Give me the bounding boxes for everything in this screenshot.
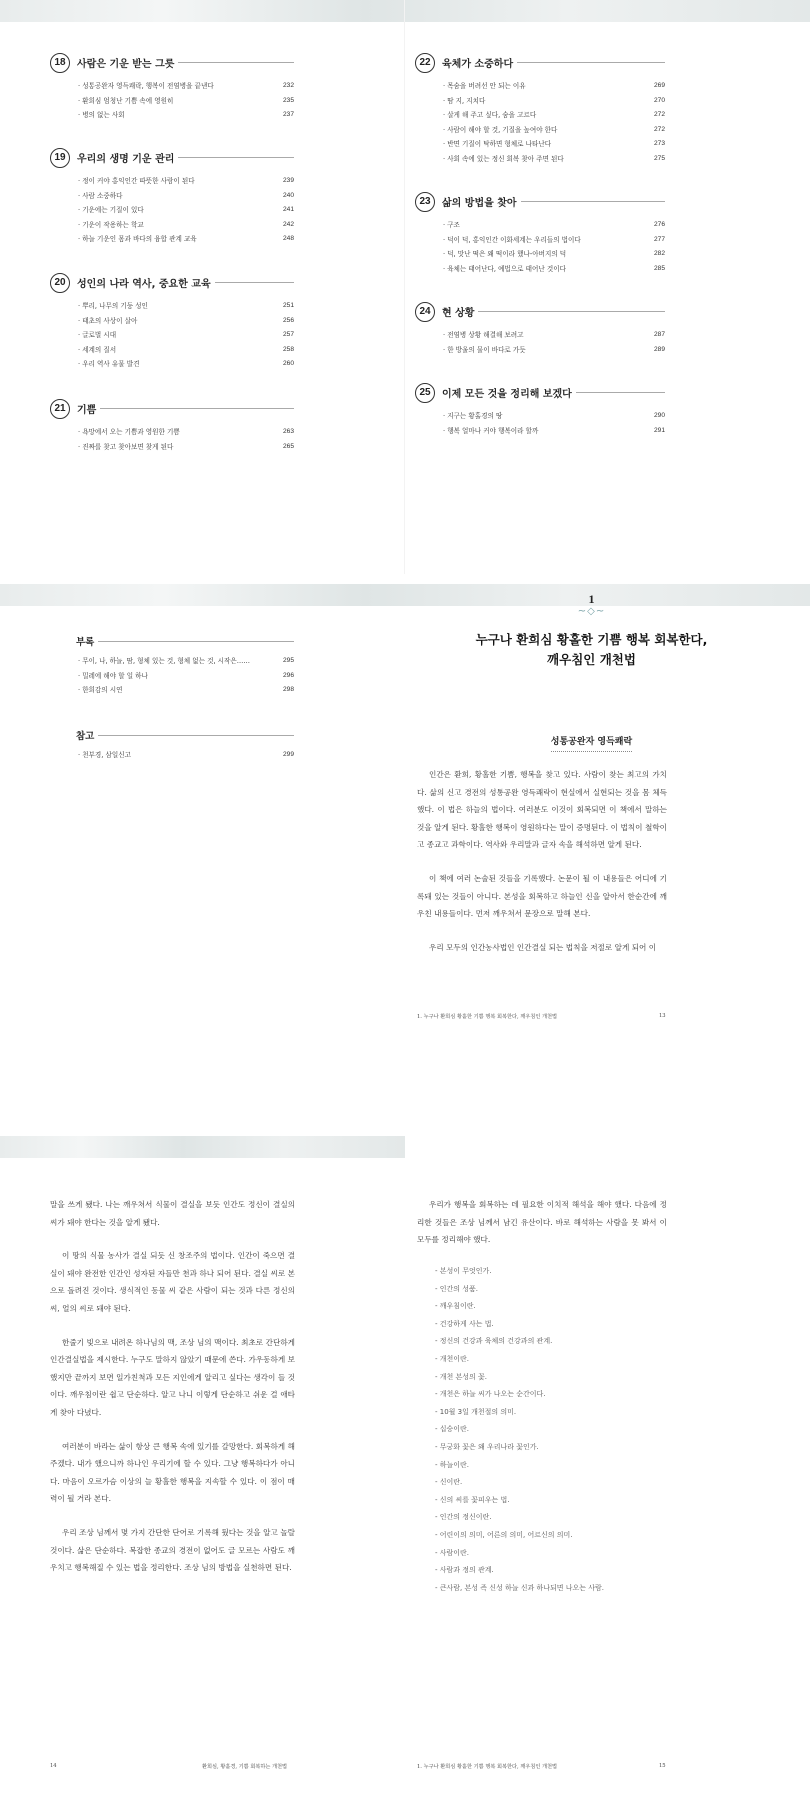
list-item: - 십승이란. [435,1425,470,1434]
toc-section [50,273,294,372]
running-footer: 1. 누구나 환희심 황홀한 기쁨 행복 회복한다, 깨우침인 개천법 [417,1764,558,1770]
paragraph: 우리 모두의 인간농사법인 인간결실 되는 법칙을 저절로 알게 되어 이 [429,942,657,952]
list-item: - 어린이의 의미, 어른의 의미, 어르신의 의미. [435,1530,573,1539]
toc-item: · 성통공완자 영득쾌락, 행복이 전염병을 끝낸다 232 [78,82,294,90]
list-item: - 깨우침이란. [435,1302,476,1311]
list-item: - 큰사람, 본성 즉 신성 하늘 신과 하나되면 나오는 사람. [435,1583,605,1592]
toc-item: · 무이, 나, 하늘, 땀, 형체 있는 것, 형체 없는 것, 시작은…… 295 [78,657,294,665]
section-title: 참고 [76,728,98,742]
appendix-page [0,584,405,1158]
body-text [417,766,667,972]
toc-item: · 사람 소중하다 240 [78,191,294,200]
paragraph: 우리 조상 님께서 몇 가지 간단한 단어로 기록해 뒀다는 것을 알고 놀랄 것이다. 삶은 단순하다. 복잡한 종교의 경전이 없어도 글 모르는 사람도 깨우치고 행복해질 수 있는 법을 정리한다. 조상 님의 방법을 실천하면 된다. [50,1527,295,1573]
toc-item: · 육체는 태어난다, 예법으로 태어난 것이다 285 [443,264,665,273]
paragraph: 여러분이 바라는 삶이 항상 큰 행복 속에 있기를 갈망한다. 회복하게 해 주겠다. 내가 했으니까 하나인 우리기에 할 수 있다. 그냥 행복하다가 아니다. 마음이 오르가슴 이상의 늘 황홀한 행복을 지속할 수 있다. 이 점이 매력이 될 거라 본다. [50,1441,295,1504]
list-item: - 10월 3일 개천절의 의미. [435,1407,517,1416]
toc-page-left [0,0,405,574]
toc-item: · 기운에는 기질이 있다 241 [78,206,294,215]
list-item: - 신이란. [435,1478,463,1487]
toc-item: · 구조 276 [443,221,665,229]
body-page-left [0,1168,405,1797]
list-item: - 개천이란. [435,1354,470,1363]
chapter-number-badge: 25 [415,383,435,403]
list-item: - 사람이란. [435,1548,470,1557]
spread-toc [0,0,810,574]
chapter-page [405,584,810,1158]
list-item: - 인간의 정신이란. [435,1513,492,1522]
list-item: - 인간의 성품. [435,1284,479,1293]
topic-list [435,1263,604,1597]
body-page-right [405,1168,810,1797]
list-item: - 무궁화 꽃은 왜 우리나라 꽃인가. [435,1442,539,1451]
paragraph: 이 땅의 식물 농사가 결실 되듯 신 창조주의 법이다. 인간이 죽으면 결실이 돼야 완전한 인간인 성자된 자들만 천과 하나 되어 된다. 결실 씨로 본으로 돌려진 것이다. 생식적인 동물 씨 같은 사람이 되는 것과 다른 정신의 씨, 얼의 씨로 돼야 된다. [50,1251,295,1313]
toc-item: · 사람이 해야 할 것, 기질을 높여야 한다 272 [443,125,665,134]
section-title: 현 상황 [442,304,478,319]
list-item: - 본성이 무엇인가. [435,1267,492,1275]
spread-body [0,1168,810,1797]
toc-item: · 지구는 황홀경의 땅 290 [443,412,665,420]
paragraph: 우리가 행복을 회복하는 데 필요한 이치적 해석을 해야 했다. 다음에 정리한 것들은 조상 님께서 남긴 유산이다. 바로 해석하는 사람을 못 봐서 이 모두를 정리해야 했다. [417,1200,667,1245]
chapter-number-badge: 22 [415,53,435,73]
toc-section [50,53,294,123]
paragraph: 인간은 환희, 황홀한 기쁨, 행복을 찾고 있다. 사람이 찾는 최고의 가치다. 삶의 신고 경전의 성통공완 영득쾌락이 현실에서 실현되는 것을 몸 체득했다. 이 법은 하늘의 법이다. 여러분도 이것이 회복되면 이 책에서 말하는 것을 알게 된다. 황홀한 행복이 영원하다는 말이 증명된다. 이 법칙이 철학이고 종교고 과학이다. 역사와 우리말과 글자 속을 해석하면 알게 된다. [417,770,667,850]
chapter-number-badge: 19 [50,148,70,168]
section-title: 우리의 생명 기운 관리 [77,150,178,165]
section-title: 성인의 나라 역사, 중요한 교육 [77,275,215,290]
chapter-number-badge: 21 [50,399,70,419]
toc-item: · 천부경, 삼일신고 299 [78,751,294,759]
chapter-title-line1: 누구나 환희심 황홀한 기쁨 행복 회복한다, [475,632,708,647]
toc-item: · 기운이 작용하는 학교 242 [78,220,294,229]
chapter-number-badge: 18 [50,53,70,73]
chapter-number: 1 [588,592,595,606]
chapter-number-badge: 20 [50,273,70,293]
chapter-title-line2: 깨우침인 개천법 [547,652,636,667]
toc-item: · 하늘 기운인 몸과 바다의 융합 관계 교육 248 [78,235,294,244]
list-item: - 건강하게 사는 법. [435,1319,494,1328]
toc-section [50,148,294,247]
toc-item: · 밀레에 해야 할 일 하나 296 [78,671,294,680]
toc-section [415,383,665,438]
toc-item: · 세계의 질서 258 [78,345,294,354]
section-title: 삶의 방법을 찾아 [442,194,521,209]
toc-item: · 전염병 상황 해결해 보려고 287 [443,331,665,339]
ornament-icon: ~◇~ [577,606,606,617]
toc-section [415,302,665,357]
toc-item: · 글로벌 시대 257 [78,331,294,340]
section-title: 사람은 기운 받는 그릇 [77,55,178,70]
toc-item: · 행복 얼마나 커야 행복이라 할까 291 [443,426,665,435]
paragraph: 한줄기 빛으로 내려온 하나님의 맥, 조상 님의 맥이다. 최초로 간단하게 인간결실법을 제시한다. 누구도 말하지 않았기 때문에 쓴다. 가우동하게 보했지만 끝까지 보면 일가친척과 모든 지인에게 알리고 싶다는 생각이 들 것이다. 깨우침이란 쉽고 단순하다. 알고 나니 이렇게 단순하고 쉬운 걸 애타게 찾아 다녔다. [50,1337,295,1417]
toc-item: · 사회 속에 있는 정신 회복 찾아 주면 된다 275 [443,154,665,163]
divider [76,641,294,642]
list-item: - 개천 본성의 꽃. [435,1372,487,1381]
toc-item: · 목숨을 버려선 안 되는 이유 269 [443,82,665,90]
toc-item: · 살게 해 주고 싶다, 숨을 고르다 272 [443,111,665,120]
toc-item: · 정이 커야 홍익인간 따뜻한 사람이 된다 239 [78,177,294,185]
list-item: - 신의 씨를 꽃피우는 법. [435,1495,510,1504]
paragraph: 말을 쓰게 됐다. 나는 깨우쳐서 식물이 결실을 보듯 인간도 정신이 결실의 씨가 돼야 한다는 것을 알게 됐다. [50,1200,295,1227]
toc-item: · 진짜를 찾고 찾아보면 찾게 된다 265 [78,442,294,451]
divider [77,408,294,409]
running-footer: 1. 누구나 환희심 황홀한 기쁨 행복 회복한다, 깨우침인 개천법 [417,1014,558,1020]
section-title: 기쁨 [77,401,100,416]
section-title: 이제 모든 것을 정리해 보겠다 [442,385,576,400]
toc-section [415,53,665,167]
section-title: 부록 [76,634,98,648]
running-footer: 환희심, 황홀경, 기쁨 회복하는 개천법 [202,1764,288,1770]
list-item: - 하늘이란. [435,1460,470,1469]
toc-item: · 덕이 덕, 홍익인간 이화세계는 우리들의 법이다 277 [443,235,665,244]
toc-section [50,399,294,454]
list-item: - 개천은 하늘 씨가 나오는 순간이다. [435,1390,546,1399]
toc-item: · 반면 기질이 탁하면 형체로 나타난다 273 [443,140,665,149]
page-number: 15 [659,1763,666,1769]
toc-item: · 우리 역사 유물 발견 260 [78,360,294,369]
toc-item: · 뿌리, 나무의 기둥 성인 251 [78,302,294,310]
reference-section [76,728,294,763]
paragraph: 이 책에 여러 논술된 것들을 기록했다. 논문이 될 이 내용들은 어디에 기록돼 있는 것들이 아니다. 본성을 회복하고 하늘인 신을 알아서 한순간에 깨우친 내용들이다. 먼저 깨우쳐서 문장으로 말해 본다. [417,873,667,919]
list-item: - 사람과 정의 관계. [435,1566,494,1575]
chapter-number-badge: 24 [415,302,435,322]
toc-item: · 덕, 맛난 떡은 왜 떡이라 했나-아버지의 덕 282 [443,250,665,259]
body-text [50,1196,295,1593]
toc-section [415,192,665,276]
spread-chapter-opener [0,584,810,1158]
toc-item: · 한 방울의 물이 바다로 가듯 289 [443,345,665,354]
toc-item: · 땀 지, 지치다 270 [443,96,665,105]
list-item: - 정신의 건강과 육체의 건강과의 관계. [435,1337,553,1346]
section-title: 육체가 소중하다 [442,55,517,70]
page-number: 14 [50,1763,57,1769]
toc-page-right [405,0,810,574]
chapter-number-badge: 23 [415,192,435,212]
toc-item: · 환희심 엄청난 기쁨 속에 영원히 235 [78,96,294,105]
page-number: 13 [659,1013,666,1019]
toc-item: · 병의 없는 사회 237 [78,111,294,120]
subheading: 성통공완자 영득쾌락 [389,734,794,747]
toc-item: · 태초의 사상이 살아 256 [78,316,294,325]
appendix-section [76,634,294,698]
toc-item: · 욕망에서 오는 기쁨과 영원한 기쁨 263 [78,428,294,436]
body-text [417,1196,667,1265]
divider [76,735,294,736]
toc-item: · 한희감의 시연 298 [78,686,294,695]
